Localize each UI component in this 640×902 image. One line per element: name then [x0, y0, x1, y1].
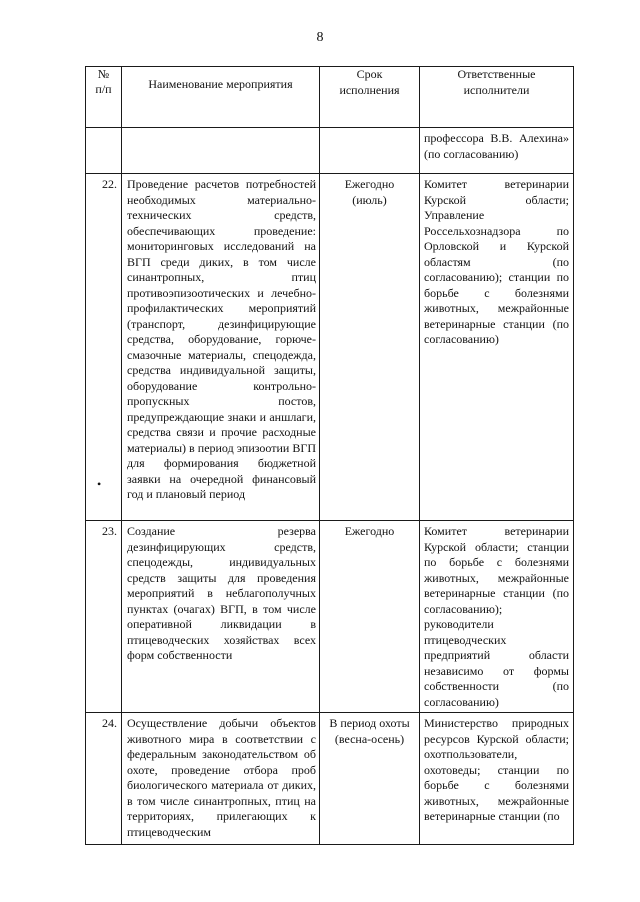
row-term: Ежегодно (июль) [320, 174, 420, 521]
row-number [86, 128, 122, 174]
margin-bullet-mark: • [97, 477, 102, 491]
row-responsible: Министерство природных ресурсов Курской области; охотпользователи, охотоведы; станции по борьбе с болезнями животных, межрайонные ветеринарные станции (по [420, 713, 574, 845]
table-header-row [86, 67, 574, 128]
row-term: Ежегодно [320, 521, 420, 713]
row-name: Проведение расчетов потребностей необходимых материально-технических средств, обеспечивающих проведение: мониторинговых исследований на ВГП среди диких, в том числе синантропных, птиц противоэпизоотических и лечебно-профилактических мероприятий (транспорт, дезинфицирующие средства, оборудование, горюче-смазочные материалы, спецодежда, средства индивидуальной защиты, оборудование контрольно-пропускных постов, предупреждающие знаки и аншлаги, средства связи и прочие расходные материалы) в период эпизоотии ВГП для формирования бюджетной заявки на очередной финансовый год и плановый период [122, 174, 320, 521]
header-name: Наименование мероприятия [122, 67, 320, 128]
row-number: 22. [86, 174, 122, 521]
page-number: 8 [316, 30, 324, 45]
row-term: В период охоты (весна-осень) [320, 713, 420, 845]
measures-table [85, 66, 574, 845]
table-row [86, 521, 574, 713]
row-number: 24. [86, 713, 122, 845]
table-row [86, 713, 574, 845]
row-name: Создание резерва дезинфицирующих средств, спецодежды, индивидуальных средств защиты для проведения мероприятий в неблагополучных пунктах (очагах) ВГП, в том числе оперативной ликвидации в птицеводческих хозяйствах всех форм собственности [122, 521, 320, 713]
row-name [122, 128, 320, 174]
row-name: Осуществление добычи объектов животного мира в соответствии с федеральным законодательством об охоте, проведение отбора проб биологического материала от диких, в том числе синантропных, птиц на территориях, прилегающих к птицеводческим [122, 713, 320, 845]
header-term: Срок исполнения [320, 67, 420, 128]
table-row [86, 174, 574, 521]
header-responsible: Ответственные исполнители [420, 67, 574, 128]
row-number: 23. [86, 521, 122, 713]
table-row [86, 128, 574, 174]
row-responsible: Комитет ветеринарии Курской области; Управление Россельхознадзора по Орловской и Курской областям (по согласованию); станции по борьбе с болезнями животных, межрайонные ветеринарные станции (по согласованию) [420, 174, 574, 521]
row-responsible: Комитет ветеринарии Курской области; станции по борьбе с болезнями животных, межрайонные ветеринарные станции (по согласованию); руководители птицеводческих предприятий области независимо от формы собственности (по согласованию) [420, 521, 574, 713]
row-term [320, 128, 420, 174]
row-responsible: профессора В.В. Алехина» (по согласованию) [420, 128, 574, 174]
header-number: № п/п [86, 67, 122, 128]
